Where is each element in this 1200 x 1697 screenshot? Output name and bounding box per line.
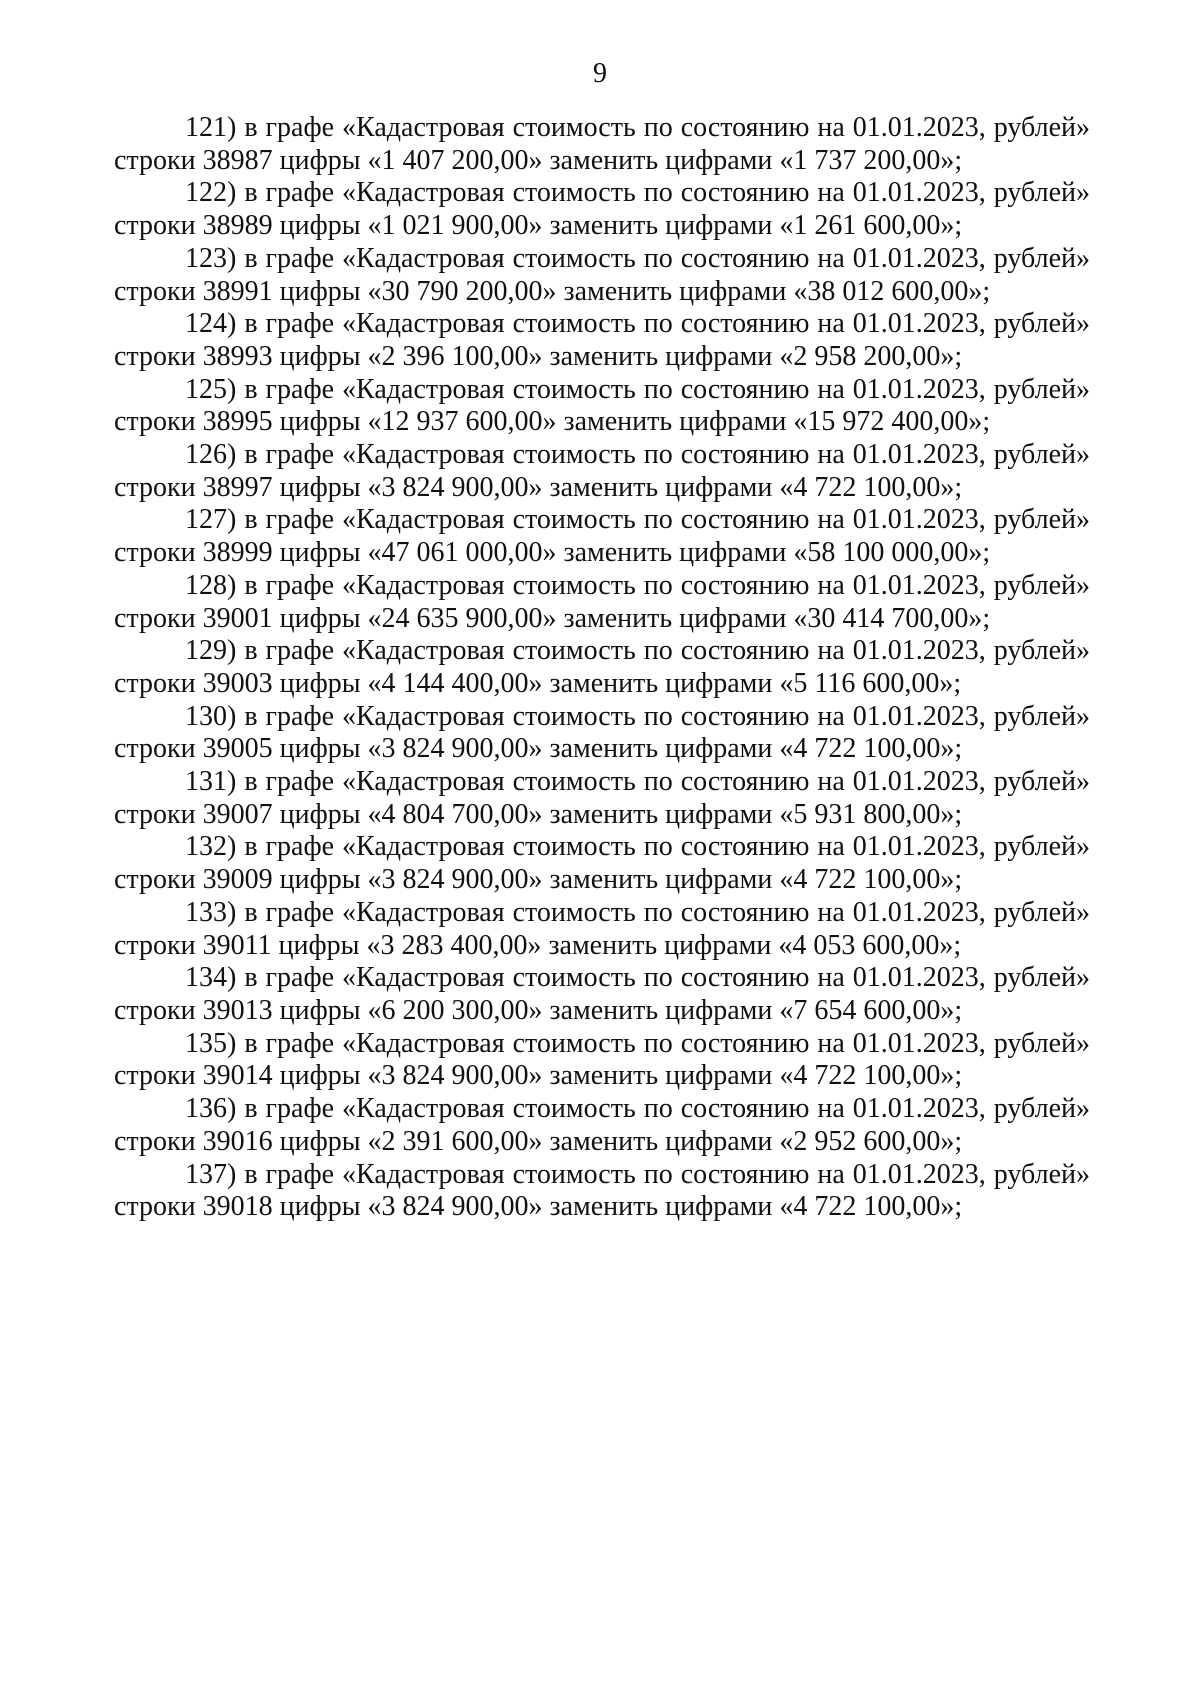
- list-item: 137) в графе «Кадастровая стоимость по состоянию на 01.01.2023, рублей» строки 39018 цифры «3 824 900,00» заменить цифрами «4 722 100,00»;: [114, 1158, 1090, 1223]
- list-item: 135) в графе «Кадастровая стоимость по состоянию на 01.01.2023, рублей» строки 39014 цифры «3 824 900,00» заменить цифрами «4 722 100,00»;: [114, 1027, 1090, 1092]
- list-item: 131) в графе «Кадастровая стоимость по состоянию на 01.01.2023, рублей» строки 39007 цифры «4 804 700,00» заменить цифрами «5 931 800,00»;: [114, 766, 1090, 830]
- list-item: 125) в графе «Кадастровая стоимость по состоянию на 01.01.2023, рублей» строки 38995 цифры «12 937 600,00» заменить цифрами «15 972 400,00»;: [114, 373, 1090, 438]
- list-item: 121) в графе «Кадастровая стоимость по состоянию на 01.01.2023, рублей» строки 38987 цифры «1 407 200,00» заменить цифрами «1 737 200,00»;: [114, 112, 1090, 176]
- list-item: 129) в графе «Кадастровая стоимость по состоянию на 01.01.2023, рублей» строки 39003 цифры «4 144 400,00» заменить цифрами «5 116 600,00»;: [114, 635, 1090, 699]
- list-item: 134) в графе «Кадастровая стоимость по состоянию на 01.01.2023, рублей» строки 39013 цифры «6 200 300,00» заменить цифрами «7 654 600,00»;: [114, 962, 1090, 1026]
- list-item: 122) в графе «Кадастровая стоимость по состоянию на 01.01.2023, рублей» строки 38989 цифры «1 021 900,00» заменить цифрами «1 261 600,00»;: [114, 177, 1090, 242]
- document-body: [114, 112, 1090, 1224]
- list-item: 136) в графе «Кадастровая стоимость по состоянию на 01.01.2023, рублей» строки 39016 цифры «2 391 600,00» заменить цифрами «2 952 600,00»;: [114, 1093, 1090, 1157]
- list-item: 133) в графе «Кадастровая стоимость по состоянию на 01.01.2023, рублей» строки 39011 цифры «3 283 400,00» заменить цифрами «4 053 600,00»;: [114, 896, 1090, 961]
- list-item: 128) в графе «Кадастровая стоимость по состоянию на 01.01.2023, рублей» строки 39001 цифры «24 635 900,00» заменить цифрами «30 414 700,00»;: [114, 569, 1090, 634]
- page-number: 9: [593, 58, 607, 89]
- list-item: 127) в графе «Кадастровая стоимость по состоянию на 01.01.2023, рублей» строки 38999 цифры «47 061 000,00» заменить цифрами «58 100 000,00»;: [114, 504, 1090, 569]
- list-item: 126) в графе «Кадастровая стоимость по состоянию на 01.01.2023, рублей» строки 38997 цифры «3 824 900,00» заменить цифрами «4 722 100,00»;: [114, 439, 1090, 503]
- list-item: 123) в графе «Кадастровая стоимость по состоянию на 01.01.2023, рублей» строки 38991 цифры «30 790 200,00» заменить цифрами «38 012 600,00»;: [114, 242, 1090, 307]
- list-item: 124) в графе «Кадастровая стоимость по состоянию на 01.01.2023, рублей» строки 38993 цифры «2 396 100,00» заменить цифрами «2 958 200,00»;: [114, 308, 1090, 372]
- list-item: 130) в графе «Кадастровая стоимость по состоянию на 01.01.2023, рублей» строки 39005 цифры «3 824 900,00» заменить цифрами «4 722 100,00»;: [114, 700, 1090, 765]
- list-item: 132) в графе «Кадастровая стоимость по состоянию на 01.01.2023, рублей» строки 39009 цифры «3 824 900,00» заменить цифрами «4 722 100,00»;: [114, 831, 1090, 896]
